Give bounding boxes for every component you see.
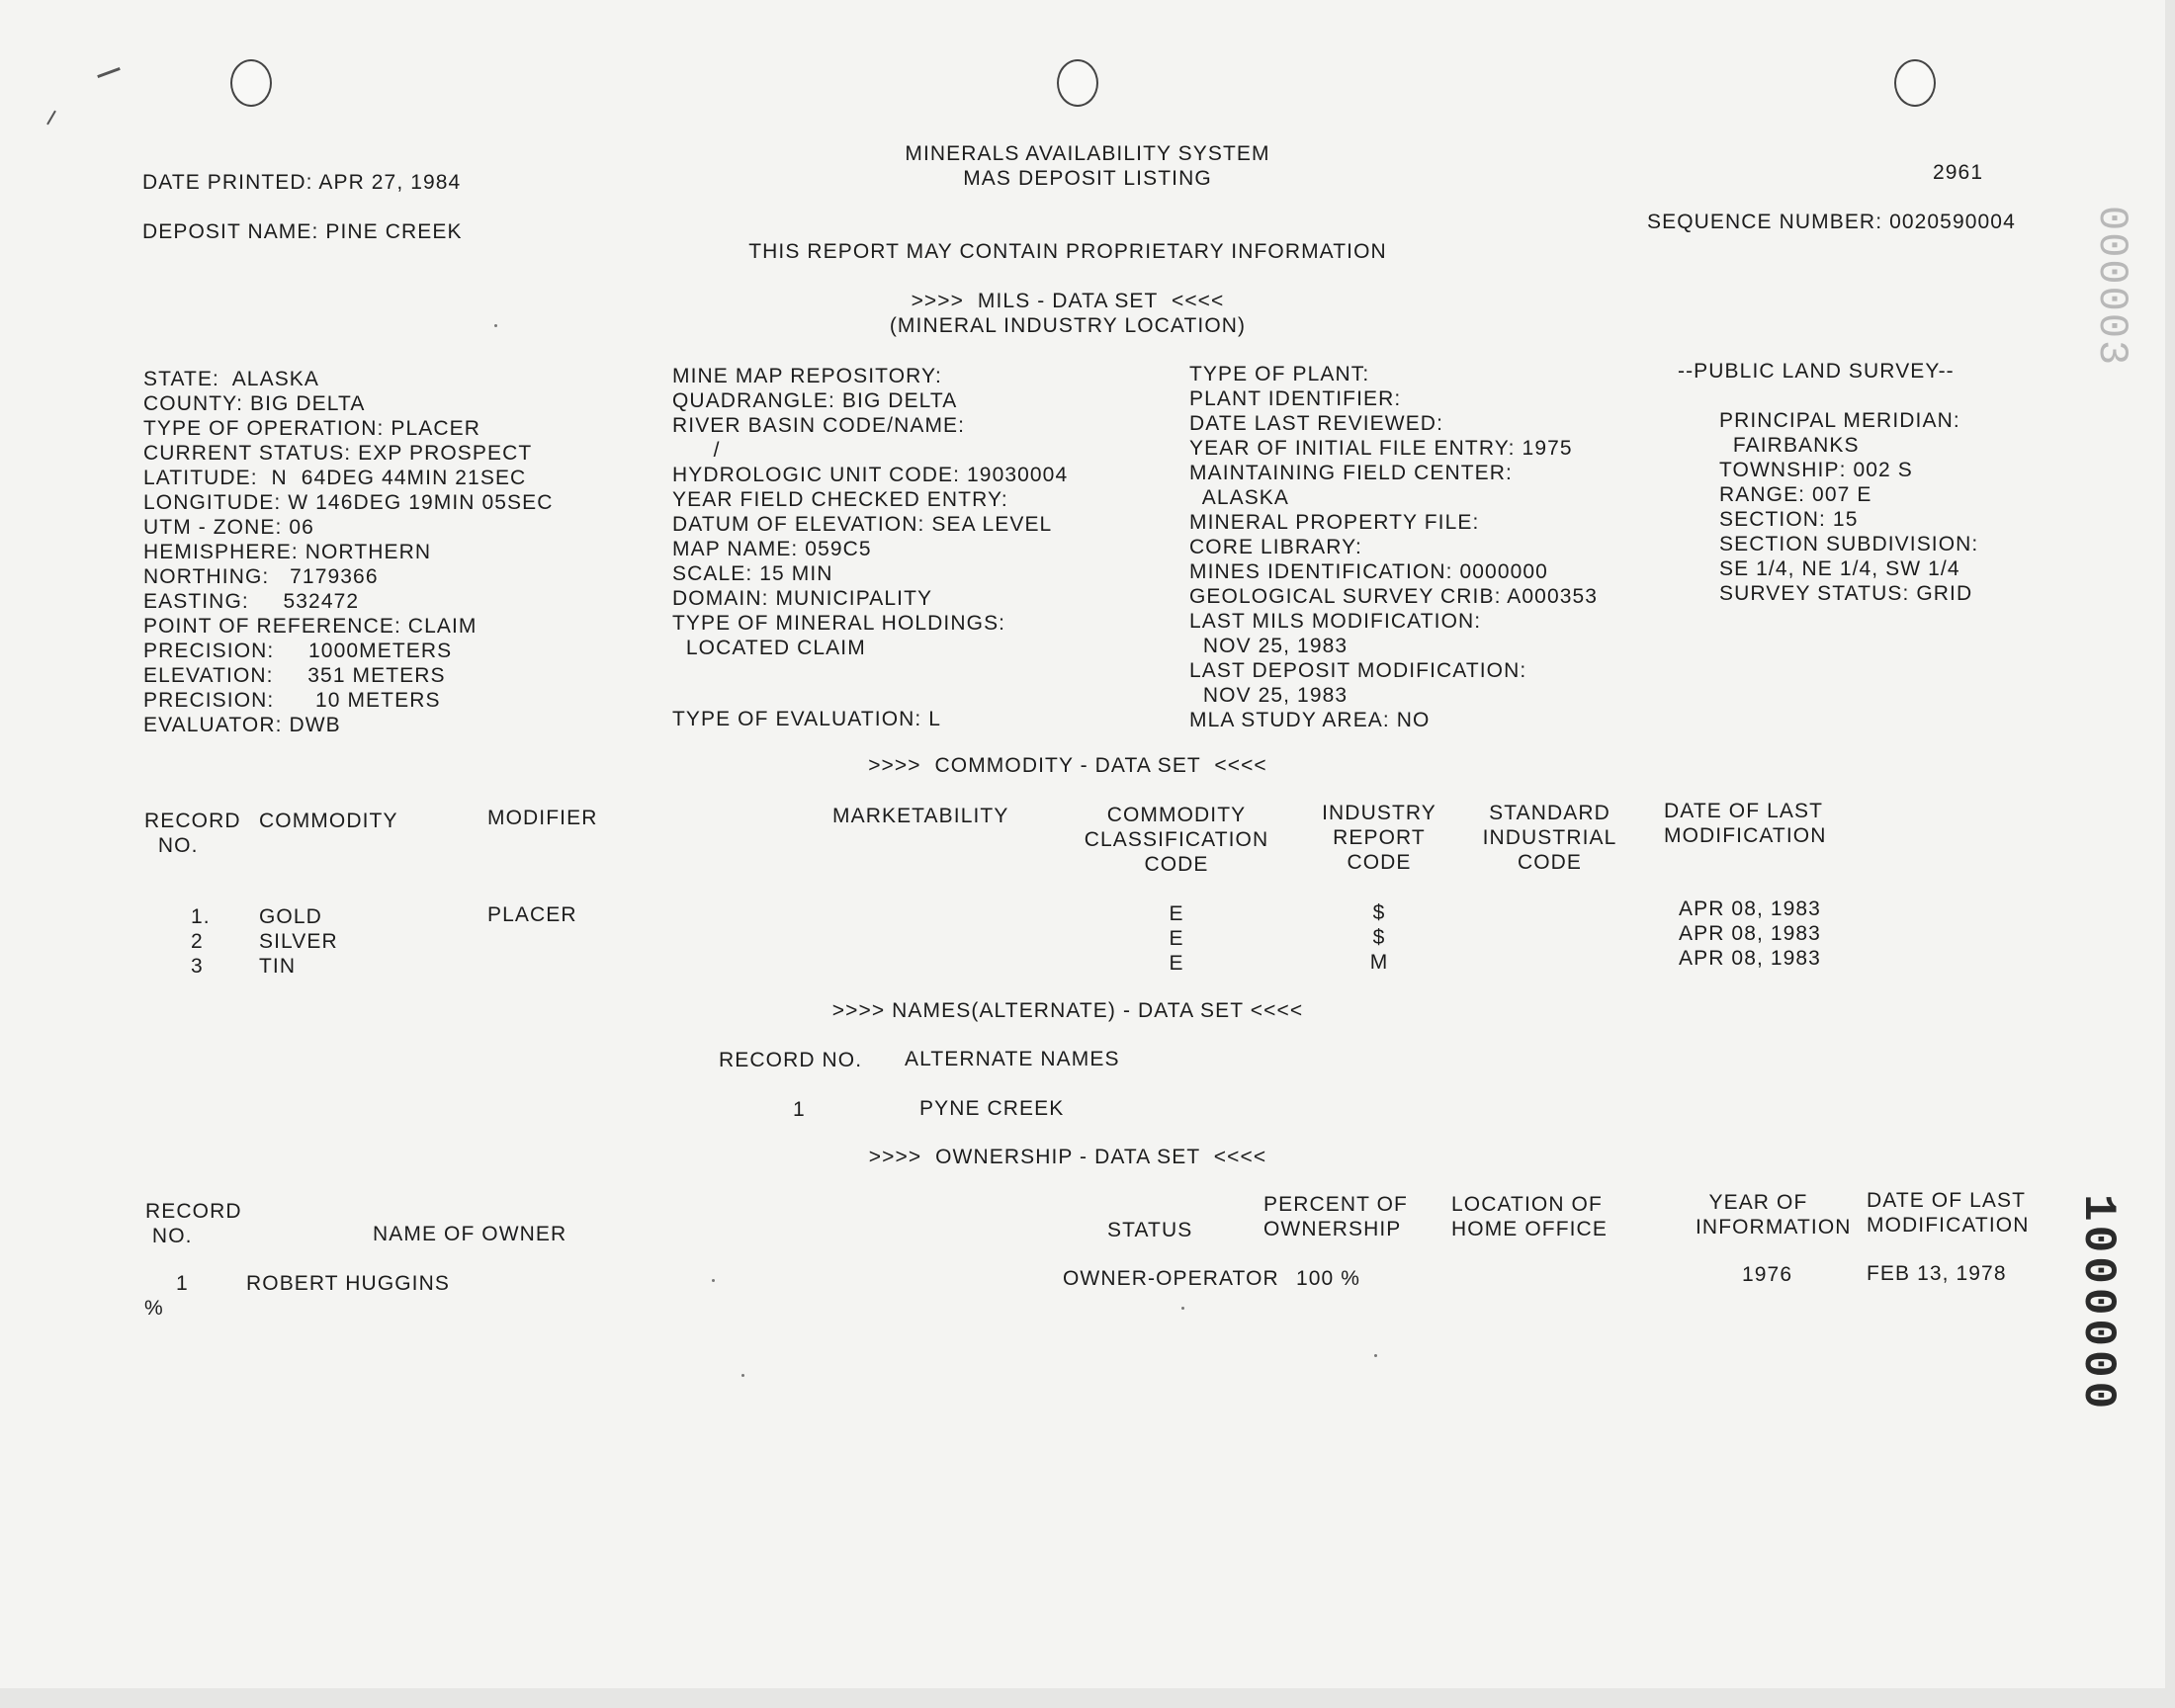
- field-latitude: LATITUDE: N 64DEG 44MIN 21SEC: [143, 467, 527, 489]
- speck: [1374, 1354, 1377, 1357]
- ownership-row-year: 1976: [1742, 1263, 1793, 1286]
- commodity-header-date: DATE OF LAST MODIFICATION: [1664, 800, 1827, 847]
- commodity-row-class: E: [1169, 927, 1184, 950]
- ownership-header-owner: NAME OF OWNER: [373, 1223, 567, 1245]
- ownership-header-location: LOCATION OF HOME OFFICE: [1451, 1193, 1608, 1240]
- commodity-header-classification: COMMODITY CLASSIFICATION CODE: [1084, 804, 1269, 876]
- field-hemisphere: HEMISPHERE: NORTHERN: [143, 541, 432, 563]
- ownership-row-no: 1: [176, 1272, 189, 1295]
- commodity-row-date: APR 08, 1983: [1679, 947, 1821, 970]
- commodity-row-industry: M: [1369, 951, 1389, 974]
- field-section-subdivision-value: SE 1/4, NE 1/4, SW 1/4: [1719, 557, 1960, 580]
- field-type-of-plant: TYPE OF PLANT:: [1189, 363, 1370, 385]
- ownership-row-owner: ROBERT HUGGINS: [246, 1272, 450, 1295]
- mils-title: >>>> MILS - DATA SET <<<<: [911, 290, 1225, 312]
- field-river-basin: RIVER BASIN CODE/NAME:: [672, 414, 966, 437]
- field-type-of-evaluation: TYPE OF EVALUATION: L: [672, 708, 942, 730]
- field-operation-type: TYPE OF OPERATION: PLACER: [143, 417, 481, 440]
- commodity-header-modifier: MODIFIER: [487, 807, 598, 829]
- commodity-row-date: APR 08, 1983: [1679, 922, 1821, 945]
- field-easting: EASTING: 532472: [143, 590, 360, 613]
- pen-mark: [97, 67, 121, 78]
- field-last-deposit-modification-value: NOV 25, 1983: [1189, 684, 1348, 707]
- field-year-initial-entry: YEAR OF INITIAL FILE ENTRY: 1975: [1189, 437, 1573, 460]
- field-elevation-precision: PRECISION: 10 METERS: [143, 689, 441, 712]
- field-longitude: LONGITUDE: W 146DEG 19MIN 05SEC: [143, 491, 554, 514]
- field-last-deposit-modification: LAST DEPOSIT MODIFICATION:: [1189, 659, 1527, 682]
- field-last-mils-modification: LAST MILS MODIFICATION:: [1189, 610, 1482, 633]
- field-mla-study-area: MLA STUDY AREA: NO: [1189, 709, 1431, 731]
- names-header-alternate: ALTERNATE NAMES: [905, 1048, 1120, 1070]
- field-quadrangle: QUADRANGLE: BIG DELTA: [672, 389, 958, 412]
- field-principal-meridian-value: FAIRBANKS: [1719, 434, 1860, 457]
- page-number: 2961: [1933, 161, 1984, 184]
- field-core-library: CORE LIBRARY:: [1189, 536, 1362, 558]
- ownership-header-year: YEAR OF INFORMATION: [1696, 1191, 1852, 1238]
- speck: [494, 324, 497, 327]
- mils-subtitle: (MINERAL INDUSTRY LOCATION): [889, 314, 1247, 337]
- speck: [1181, 1307, 1184, 1310]
- ownership-footnote: %: [144, 1297, 164, 1320]
- commodity-row-no: 1.: [191, 905, 211, 928]
- field-maintaining-center: MAINTAINING FIELD CENTER:: [1189, 462, 1513, 484]
- date-printed: DATE PRINTED: APR 27, 1984: [142, 171, 462, 194]
- field-map-name: MAP NAME: 059C5: [672, 538, 872, 560]
- deposit-name: DEPOSIT NAME: PINE CREEK: [142, 220, 463, 243]
- commodity-header-marketability: MARKETABILITY: [832, 805, 1009, 827]
- field-current-status: CURRENT STATUS: EXP PROSPECT: [143, 442, 533, 465]
- commodity-row-no: 2: [191, 930, 204, 953]
- commodity-header-industry: INDUSTRY REPORT CODE: [1322, 802, 1436, 874]
- field-mineral-holdings: TYPE OF MINERAL HOLDINGS:: [672, 612, 1006, 635]
- system-title: MINERALS AVAILABILITY SYSTEM: [905, 142, 1270, 165]
- ownership-header-record: RECORD NO.: [145, 1200, 242, 1247]
- commodity-row-name: GOLD: [259, 905, 322, 928]
- commodity-header-record: RECORD NO.: [144, 810, 241, 857]
- field-scale: SCALE: 15 MIN: [672, 562, 833, 585]
- field-hydrologic-unit: HYDROLOGIC UNIT CODE: 19030004: [672, 464, 1069, 486]
- ownership-row-date: FEB 13, 1978: [1867, 1262, 2007, 1285]
- field-domain: DOMAIN: MUNICIPALITY: [672, 587, 933, 610]
- field-mineral-holdings-value: LOCATED CLAIM: [672, 637, 866, 659]
- names-title: >>>> NAMES(ALTERNATE) - DATA SET <<<<: [831, 999, 1304, 1022]
- field-elevation: ELEVATION: 351 METERS: [143, 664, 446, 687]
- field-state: STATE: ALASKA: [143, 368, 320, 390]
- pen-mark: [46, 111, 56, 126]
- listing-title: MAS DEPOSIT LISTING: [963, 167, 1212, 190]
- field-plant-identifier: PLANT IDENTIFIER:: [1189, 387, 1402, 410]
- punch-hole-left: [230, 59, 272, 107]
- proprietary-notice: THIS REPORT MAY CONTAIN PROPRIETARY INFORMATION: [748, 240, 1387, 263]
- ownership-title: >>>> OWNERSHIP - DATA SET <<<<: [868, 1146, 1267, 1168]
- names-row-no: 1: [793, 1098, 806, 1121]
- ownership-header-percent: PERCENT OF OWNERSHIP: [1263, 1193, 1408, 1240]
- ownership-row-status: OWNER-OPERATOR: [1063, 1267, 1279, 1290]
- field-principal-meridian: PRINCIPAL MERIDIAN:: [1719, 409, 1960, 432]
- commodity-row-class: E: [1169, 952, 1184, 975]
- field-date-last-reviewed: DATE LAST REVIEWED:: [1189, 412, 1444, 435]
- ownership-header-status: STATUS: [1107, 1219, 1193, 1241]
- field-mineral-property-file: MINERAL PROPERTY FILE:: [1189, 511, 1480, 534]
- field-section: SECTION: 15: [1719, 508, 1859, 531]
- field-evaluator: EVALUATOR: DWB: [143, 714, 341, 736]
- speck: [741, 1374, 744, 1377]
- commodity-row-modifier: PLACER: [487, 903, 577, 926]
- ownership-header-date: DATE OF LAST MODIFICATION: [1867, 1189, 2030, 1237]
- field-maintaining-center-value: ALASKA: [1189, 486, 1290, 509]
- stamp-top-right: 000003: [2088, 206, 2135, 368]
- commodity-title: >>>> COMMODITY - DATA SET <<<<: [868, 754, 1267, 777]
- field-precision: PRECISION: 1000METERS: [143, 640, 453, 662]
- commodity-header-standard: STANDARD INDUSTRIAL CODE: [1482, 802, 1617, 874]
- punch-hole-right: [1894, 59, 1936, 107]
- field-northing: NORTHING: 7179366: [143, 565, 379, 588]
- commodity-header-commodity: COMMODITY: [259, 810, 398, 832]
- commodity-row-no: 3: [191, 955, 204, 978]
- names-header-record: RECORD NO.: [719, 1049, 863, 1071]
- commodity-row-name: TIN: [259, 955, 297, 978]
- speck: [712, 1279, 715, 1282]
- field-point-of-reference: POINT OF REFERENCE: CLAIM: [143, 615, 478, 638]
- commodity-row-name: SILVER: [259, 930, 338, 953]
- field-datum-of-elevation: DATUM OF ELEVATION: SEA LEVEL: [672, 513, 1053, 536]
- land-survey-title: --PUBLIC LAND SURVEY--: [1678, 360, 1955, 383]
- commodity-row-class: E: [1169, 902, 1184, 925]
- field-mines-identification: MINES IDENTIFICATION: 0000000: [1189, 560, 1548, 583]
- field-geological-survey-crib: GEOLOGICAL SURVEY CRIB: A000353: [1189, 585, 1599, 608]
- field-last-mils-modification-value: NOV 25, 1983: [1189, 635, 1348, 657]
- field-year-field-checked: YEAR FIELD CHECKED ENTRY:: [672, 488, 1008, 511]
- field-mine-map-repository: MINE MAP REPOSITORY:: [672, 365, 942, 387]
- stamp-bottom-right: 1000000: [2072, 1194, 2124, 1413]
- commodity-row-industry: $: [1372, 926, 1386, 949]
- field-utm-zone: UTM - ZONE: 06: [143, 516, 314, 539]
- sequence-number: SEQUENCE NUMBER: 0020590004: [1647, 211, 2016, 233]
- field-range: RANGE: 007 E: [1719, 483, 1872, 506]
- field-county: COUNTY: BIG DELTA: [143, 392, 366, 415]
- names-row-name: PYNE CREEK: [919, 1097, 1065, 1120]
- field-survey-status: SURVEY STATUS: GRID: [1719, 582, 1973, 605]
- field-river-basin-value: /: [672, 439, 721, 462]
- ownership-row-percent: 100 %: [1296, 1267, 1361, 1290]
- commodity-row-industry: $: [1372, 901, 1386, 924]
- commodity-row-date: APR 08, 1983: [1679, 897, 1821, 920]
- field-township: TOWNSHIP: 002 S: [1719, 459, 1913, 481]
- field-section-subdivision: SECTION SUBDIVISION:: [1719, 533, 1979, 555]
- punch-hole-center: [1057, 59, 1098, 107]
